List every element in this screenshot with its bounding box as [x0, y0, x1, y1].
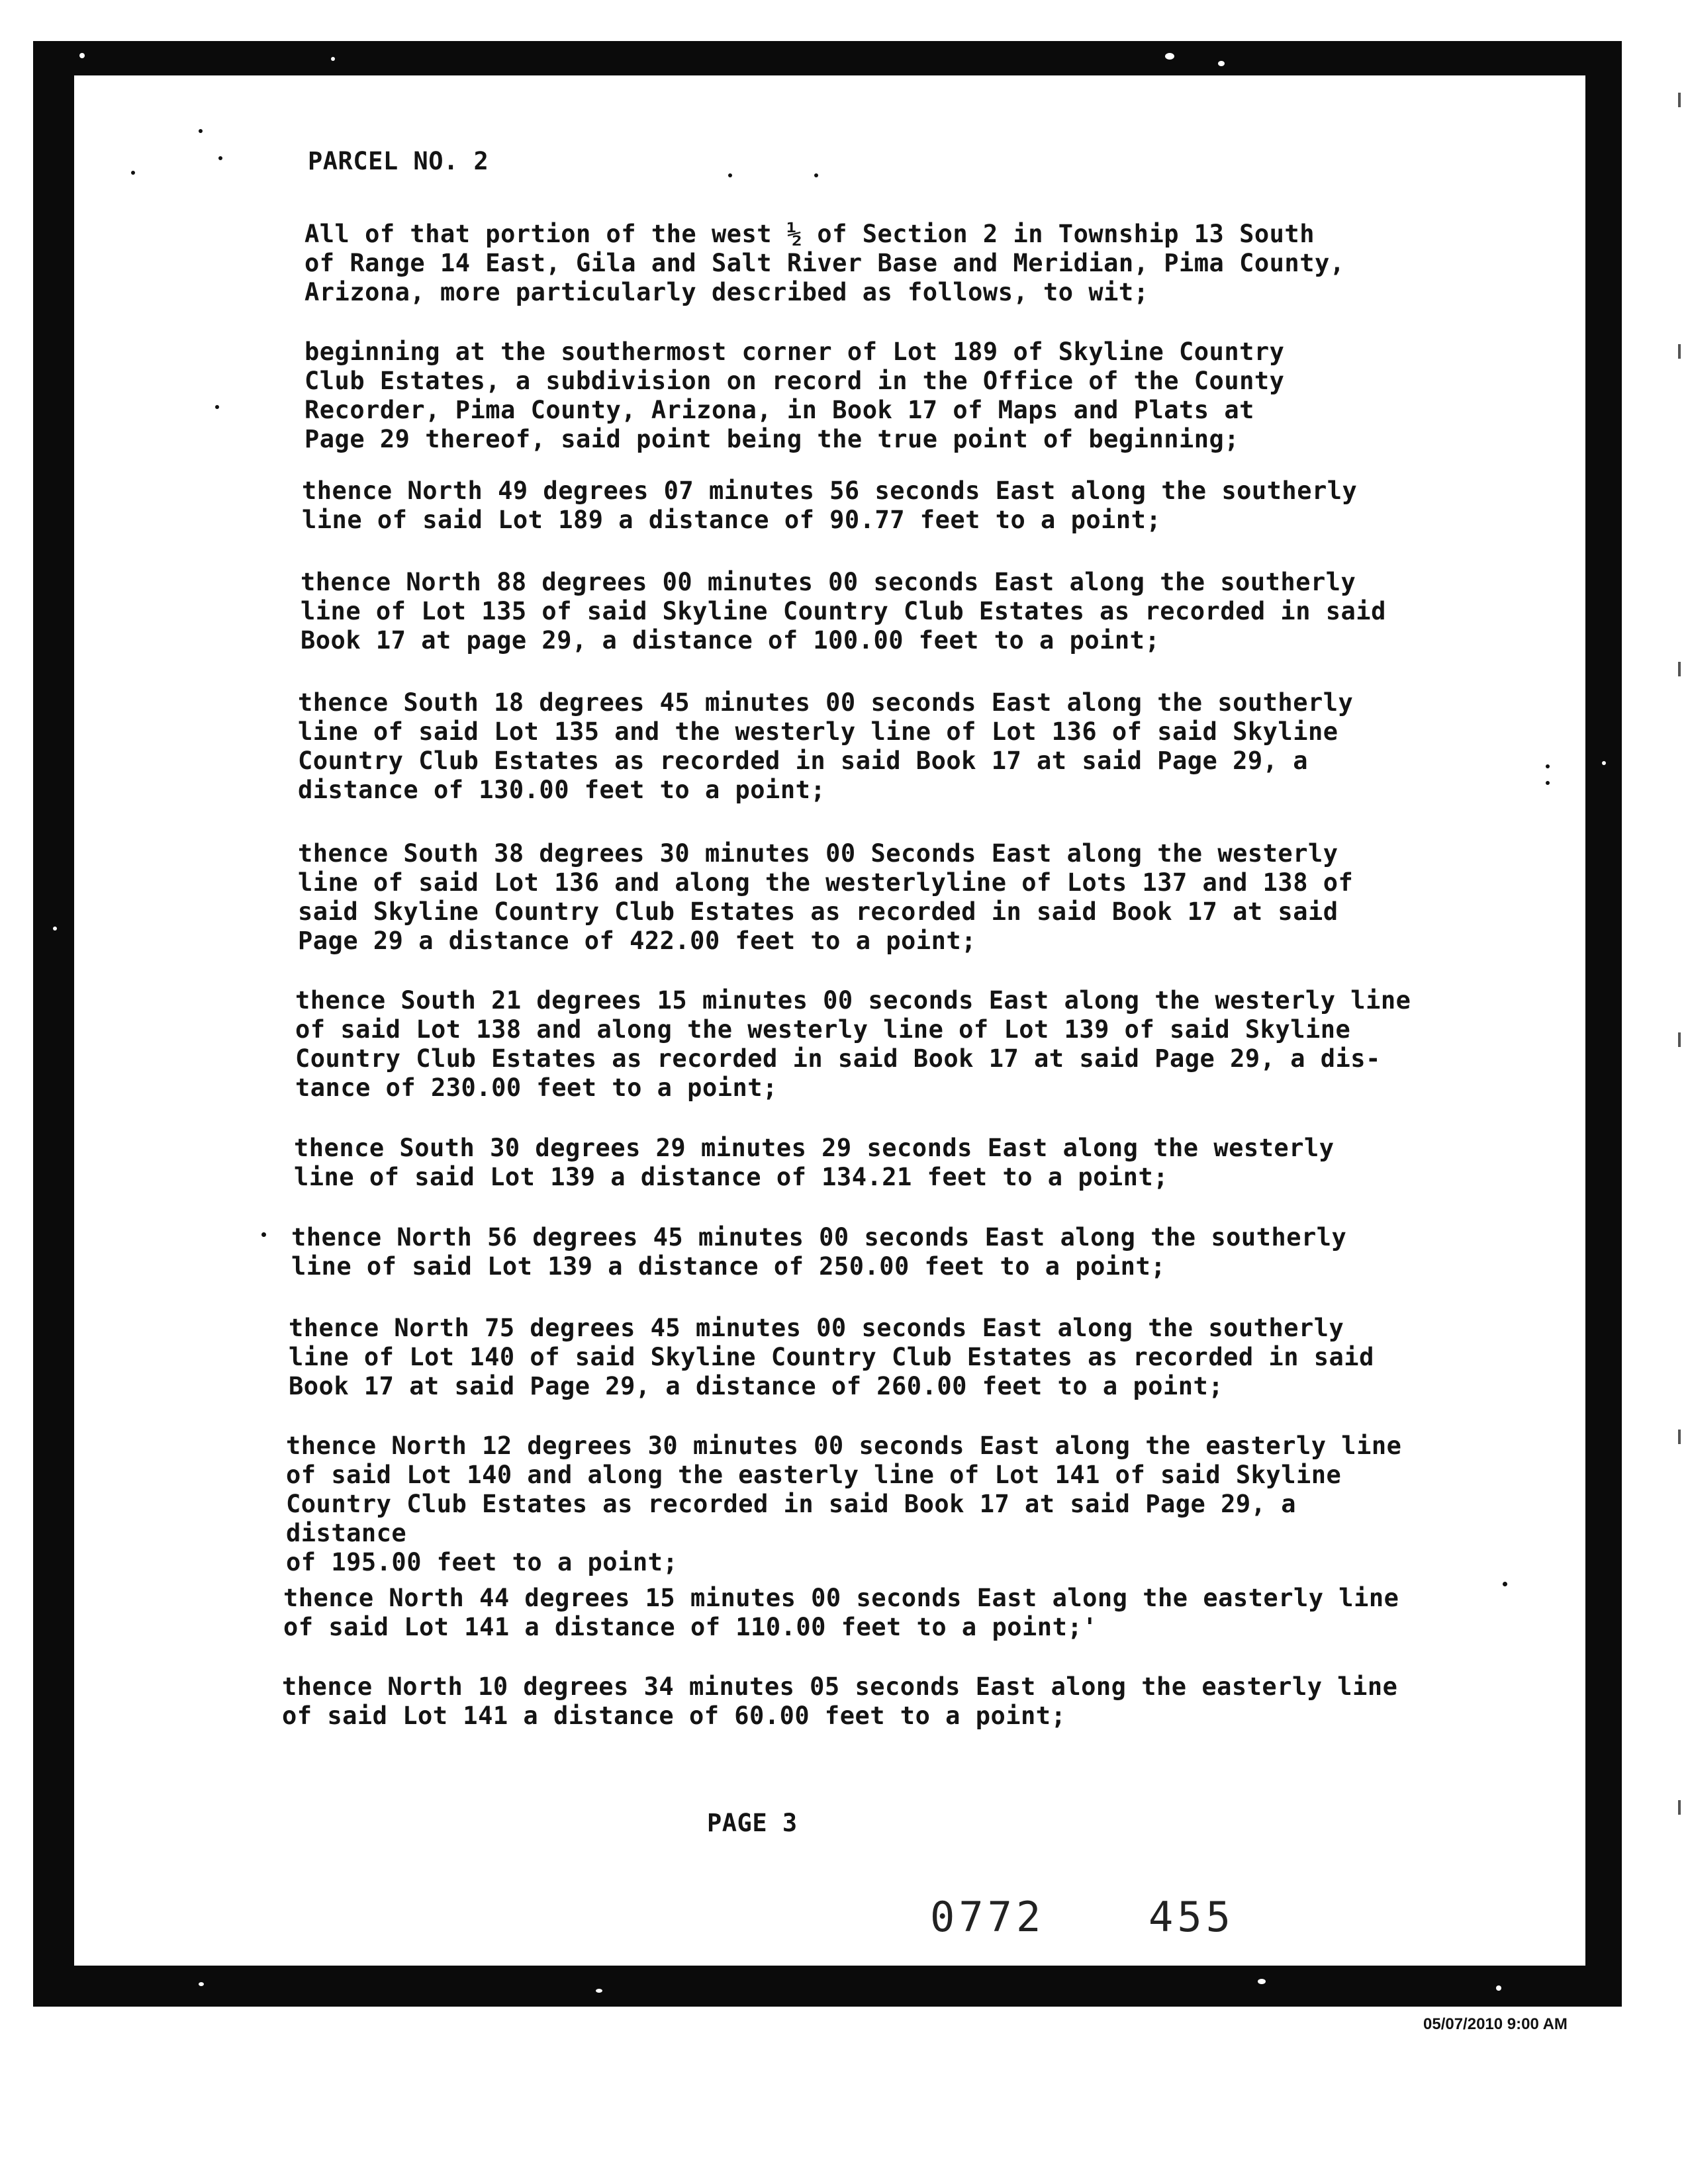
scan-speck	[1218, 61, 1225, 66]
stray-mark	[1503, 1582, 1507, 1586]
course-8: thence North 75 degrees 45 minutes 00 seconds East along the southerly line of Lot 140 of said Skyline Country Club Estates as recorded in said Book 17 at said Page 29, a distance of 260.00 feet to a point;	[289, 1314, 1374, 1400]
scan-speck	[79, 53, 85, 58]
stray-mark	[814, 173, 818, 177]
scan-speck	[199, 1982, 204, 1986]
course-6: thence South 30 degrees 29 minutes 29 seconds East along the westerly line of said Lot 139 a distance of 134.21 feet to a point;	[294, 1134, 1335, 1191]
edge-mark	[1678, 344, 1681, 359]
scan-speck	[1602, 761, 1606, 765]
course-7: thence North 56 degrees 45 minutes 00 seconds East along the southerly line of said Lot 139 a distance of 250.00 feet to a point;	[291, 1223, 1347, 1281]
stray-mark	[1546, 764, 1550, 768]
scan-speck	[1165, 53, 1174, 60]
point-of-beginning: beginning at the southermost corner of Lot 189 of Skyline Country Club Estates, a subdivision on record in the Office of the County Recorder, Pima County, Arizona, in Book 17 of Maps and Plats at Page 29 thereof, said point being the true point of beginning;	[305, 338, 1285, 453]
stray-mark	[218, 156, 222, 160]
page-number: PAGE 3	[707, 1809, 798, 1837]
scan-speck	[596, 1989, 602, 1993]
stray-mark	[1546, 781, 1550, 785]
edge-mark	[1678, 93, 1681, 107]
edge-mark	[1678, 1800, 1681, 1815]
scan-frame-bottom	[40, 1966, 1622, 2007]
edge-mark	[1678, 1032, 1681, 1047]
stray-mark	[199, 129, 203, 133]
parcel-heading: PARCEL NO. 2	[308, 147, 489, 175]
stray-mark	[131, 171, 135, 175]
scan-frame-top	[33, 41, 1622, 75]
scan-speck	[1258, 1979, 1266, 1984]
legal-description-intro: All of that portion of the west ½ of Section 2 in Township 13 South of Range 14 East, Gila and Salt River Base and Meridian, Pima County, Arizona, more particularly described as follows, to wit;	[305, 220, 1345, 306]
scan-speck	[331, 57, 335, 61]
edge-mark	[1678, 1430, 1681, 1444]
stray-mark	[261, 1232, 266, 1237]
stray-mark	[728, 173, 732, 177]
recording-page-number: 455	[1149, 1893, 1235, 1941]
recording-docket-number: 0772	[930, 1893, 1045, 1941]
scan-speck	[53, 927, 57, 931]
course-1: thence North 49 degrees 07 minutes 56 seconds East along the southerly line of said Lot 189 a distance of 90.77 feet to a point;	[302, 477, 1358, 534]
fax-timestamp: 05/07/2010 9:00 AM	[1423, 2015, 1568, 2033]
course-5: thence South 21 degrees 15 minutes 00 seconds East along the westerly line of said Lot 138 and along the westerly line of Lot 139 of said Skyline Country Club Estates as recorded in said Book 17 at said Page 29, a dis- tance of 230.00 feet to a point;	[295, 986, 1411, 1102]
edge-mark	[1678, 662, 1681, 676]
course-10: thence North 44 degrees 15 minutes 00 seconds East along the easterly line of said Lot 141 a distance of 110.00 feet to a point;'	[283, 1584, 1399, 1641]
stray-mark	[215, 405, 219, 409]
course-3: thence South 18 degrees 45 minutes 00 seconds East along the southerly line of said Lot 135 and the westerly line of Lot 136 of said Skyline Country Club Estates as recorded in said Book 17 at said Page 29, a distance of 130.00 feet to a point;	[298, 688, 1354, 804]
scan-frame-right	[1585, 41, 1622, 2007]
scan-frame-left	[33, 41, 74, 2007]
course-9: thence North 12 degrees 30 minutes 00 seconds East along the easterly line of said Lot 140 and along the easterly line of Lot 141 of said Skyline Country Club Estates as recorded in said Book 17 at said Page 29, a distance of 195.00 feet to a point;	[286, 1432, 1402, 1576]
scan-speck	[1496, 1985, 1501, 1991]
course-11: thence North 10 degrees 34 minutes 05 seconds East along the easterly line of said Lot 141 a distance of 60.00 feet to a point;	[282, 1672, 1398, 1730]
course-4: thence South 38 degrees 30 minutes 00 Seconds East along the westerly line of said Lot 136 and along the westerlyline of Lots 137 and 138 of said Skyline Country Club Estates as recorded in said Book 17 at said Page 29 a distance of 422.00 feet to a point;	[298, 839, 1354, 955]
course-2: thence North 88 degrees 00 minutes 00 seconds East along the southerly line of Lot 135 of said Skyline Country Club Estates as recorded in said Book 17 at page 29, a distance of 100.00 feet to a point;	[301, 568, 1386, 655]
